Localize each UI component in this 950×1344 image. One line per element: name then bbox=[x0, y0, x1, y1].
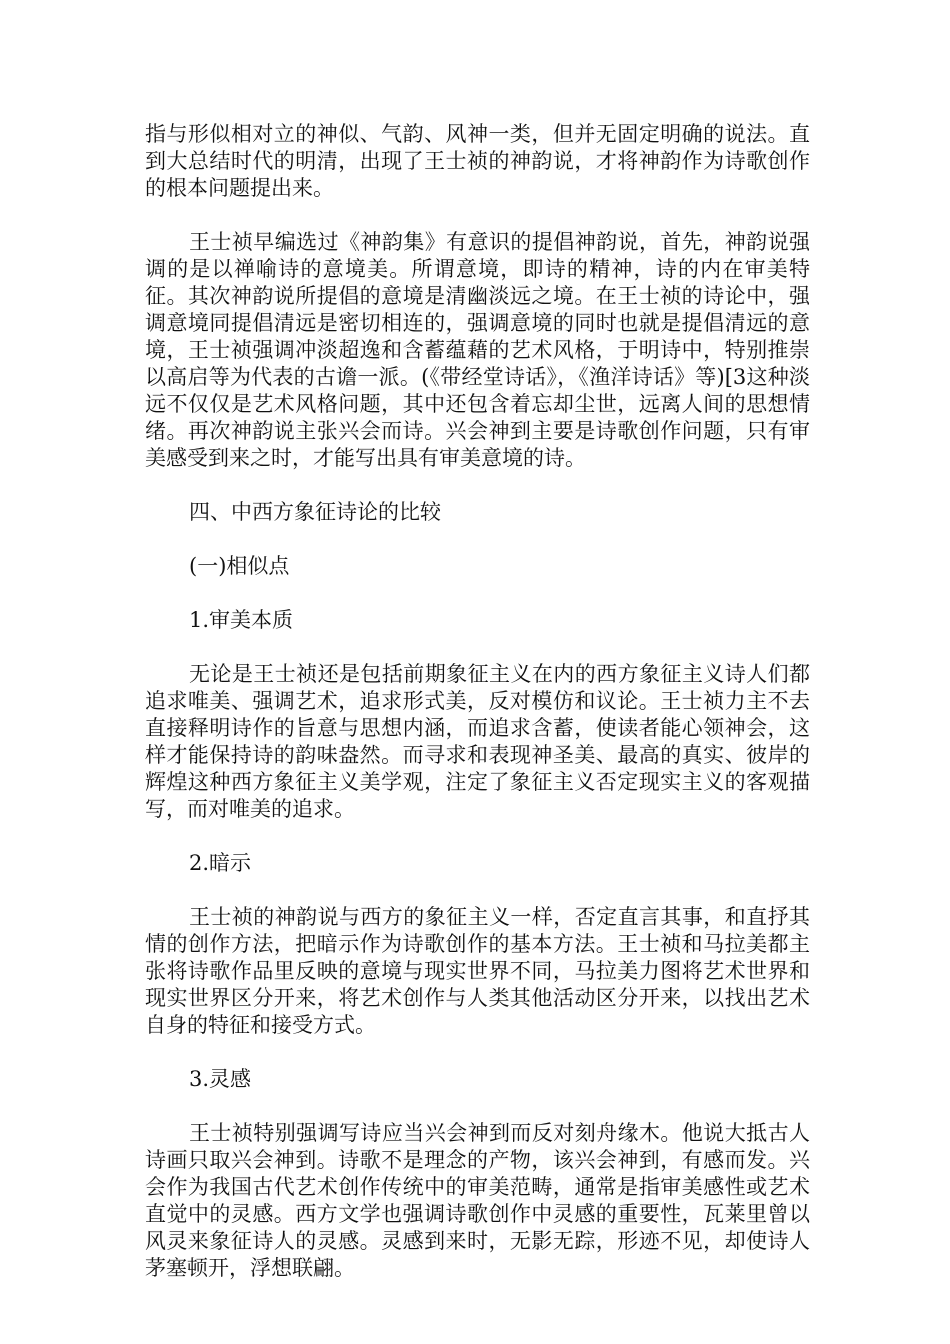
subsection-heading-similarities: (一)相似点 bbox=[189, 554, 290, 578]
section-heading-comparison: 四、中西方象征诗论的比较 bbox=[189, 500, 441, 524]
paragraph-inspiration: 王士祯特别强调写诗应当兴会神到而反对刻舟缘木。他说大抵古人诗画只取兴会神到。诗歌不是理念的产物，该兴会神到，有感而发。兴会作为我国古代艺术创作传统中的审美范畴，通常是指审美感性或艺术直觉中的灵感。西方文学也强调诗歌创作中灵感的重要性，瓦莱里曾以风灵来象征诗人的灵感。灵感到来时，无影无踪，形迹不见，却使诗人茅塞顿开，浮想联翩。 bbox=[145, 1121, 810, 1280]
paragraph-continued: 指与形似相对立的神似、气韵、风神一类，但并无固定明确的说法。直到大总结时代的明清，出现了王士祯的神韵说，才将神韵作为诗歌创作的根本问题提出来。 bbox=[145, 122, 810, 200]
paragraph-suggestion: 王士祯的神韵说与西方的象征主义一样，否定直言其事，和直抒其情的创作方法，把暗示作为诗歌创作的基本方法。王士祯和马拉美都主张将诗歌作品里反映的意境与现实世界不同，马拉美力图将艺术世界和现实世界区分开来，将艺术创作与人类其他活动区分开来，以找出艺术自身的特征和接受方式。 bbox=[145, 905, 810, 1037]
paragraph-shenyun: 王士祯早编选过《神韵集》有意识的提倡神韵说，首先，神韵说强调的是以禅喻诗的意境美。所谓意境，即诗的精神，诗的内在审美特征。其次神韵说所提倡的意境是清幽淡远之境。在王士祯的诗论中，强调意境同提倡清远是密切相连的，强调意境的同时也就是提倡清远的意境，王士祯强调冲淡超逸和含蓄蕴藉的艺术风格，于明诗中，特别推崇以高启等为代表的古谵一派。(《带经堂诗话》，《渔洋诗话》等)[3这种淡远不仅仅是艺术风格问题，其中还包含着忘却尘世，远离人间的思想情绪。再次神韵说主张兴会而诗。兴会神到主要是诗歌创作问题，只有审美感受到来之时，才能写出具有审美意境的诗。 bbox=[145, 230, 810, 470]
item-heading-suggestion: 2.暗示 bbox=[189, 851, 252, 875]
document-body bbox=[145, 121, 810, 1309]
item-heading-inspiration: 3.灵感 bbox=[189, 1067, 252, 1091]
item-heading-aesthetic: 1.审美本质 bbox=[189, 608, 294, 632]
paragraph-aesthetic: 无论是王士祯还是包括前期象征主义在内的西方象征主义诗人们都追求唯美、强调艺术，追求形式美，反对模仿和议论。王士祯力主不去直接释明诗作的旨意与思想内涵，而追求含蓄，使读者能心领神会，这样才能保持诗的韵味盎然。而寻求和表现神圣美、最高的真实、彼岸的辉煌这种西方象征主义美学观，注定了象征主义否定现实主义的客观描写，而对唯美的追求。 bbox=[145, 662, 810, 821]
